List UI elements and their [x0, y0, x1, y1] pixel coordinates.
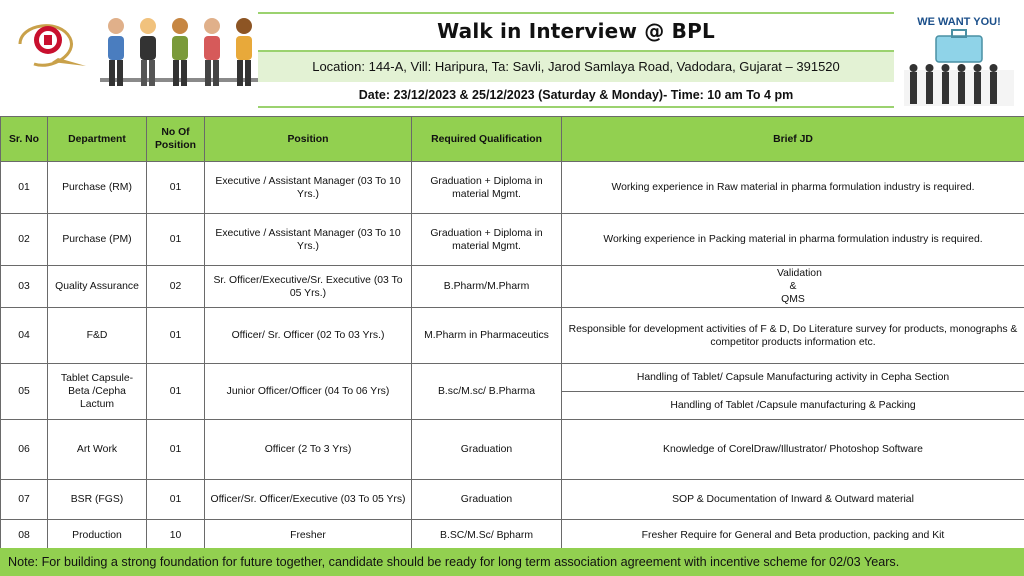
header-sr-no: Sr. No [1, 117, 48, 162]
cell-sr: 08 [1, 520, 48, 552]
we-want-you-graphic [900, 12, 1018, 108]
cell-department: F&D [48, 308, 147, 364]
cell-position: Officer (2 To 3 Yrs) [205, 420, 412, 480]
table-header-row [1, 117, 1024, 162]
cell-sr: 07 [1, 480, 48, 520]
cell-count: 01 [147, 214, 205, 266]
cell-count: 01 [147, 162, 205, 214]
company-logo-icon [12, 14, 92, 74]
header-position: Position [205, 117, 412, 162]
cell-position: Executive / Assistant Manager (03 To 10 Yrs.) [205, 162, 412, 214]
header-qualification: Required Qualification [412, 117, 562, 162]
table-row [1, 266, 1024, 308]
table-row [1, 308, 1024, 364]
cell-jd-split [562, 364, 1024, 420]
table-row [1, 364, 1024, 420]
cell-position: Officer/Sr. Officer/Executive (03 To 05 Yrs) [205, 480, 412, 520]
cell-count: 01 [147, 308, 205, 364]
positions-table [0, 116, 1024, 552]
cell-qualification: Graduation + Diploma in material Mgmt. [412, 162, 562, 214]
table-row [1, 520, 1024, 552]
cell-qualification: B.Pharm/M.Pharm [412, 266, 562, 308]
cell-sr: 05 [1, 364, 48, 420]
cell-jd: Knowledge of CorelDraw/Illustrator/ Photoshop Software [562, 420, 1024, 480]
header-brief-jd: Brief JD [562, 117, 1024, 162]
cell-position: Sr. Officer/Executive/Sr. Executive (03 To 05 Yrs.) [205, 266, 412, 308]
cell-sr: 01 [1, 162, 48, 214]
cell-jd: Handling of Tablet /Capsule manufacturing & Packing [670, 400, 916, 411]
cell-position: Junior Officer/Officer (04 To 06 Yrs) [205, 364, 412, 420]
cell-count: 02 [147, 266, 205, 308]
cell-sr: 04 [1, 308, 48, 364]
cell-qualification: Graduation [412, 420, 562, 480]
header-department: Department [48, 117, 147, 162]
date-bar: Date: 23/12/2023 & 25/12/2023 (Saturday & Monday)- Time: 10 am To 4 pm [258, 84, 894, 108]
cell-qualification: Graduation + Diploma in material Mgmt. [412, 214, 562, 266]
cell-department: Quality Assurance [48, 266, 147, 308]
cell-qualification: B.SC/M.Sc/ Bpharm [412, 520, 562, 552]
cell-qualification: Graduation [412, 480, 562, 520]
cell-jd: Fresher Require for General and Beta production, packing and Kit [562, 520, 1024, 552]
cell-department: Art Work [48, 420, 147, 480]
cell-jd: Working experience in Packing material in pharma formulation industry is required. [562, 214, 1024, 266]
cell-qualification: M.Pharm in Pharmaceutics [412, 308, 562, 364]
cell-count: 01 [147, 364, 205, 420]
footer-note: Note: For building a strong foundation for future together, candidate should be ready for long term association agreement with incentive scheme for 02/03 Years. [0, 548, 1024, 576]
table-row [1, 214, 1024, 266]
we-want-you-text: WE WANT YOU! [917, 16, 1001, 28]
table-row [1, 480, 1024, 520]
cell-jd: Handling of Tablet/ Capsule Manufacturing activity in Cepha Section [562, 364, 1024, 392]
header-no-of-position: No Of Position [147, 117, 205, 162]
cell-jd: SOP & Documentation of Inward & Outward material [562, 480, 1024, 520]
page-title: Walk in Interview @ BPL [437, 19, 715, 43]
cell-sr: 02 [1, 214, 48, 266]
cell-jd: Validation & QMS [562, 266, 1024, 308]
header [0, 0, 1024, 116]
cell-count: 01 [147, 480, 205, 520]
cell-position: Officer/ Sr. Officer (02 To 03 Yrs.) [205, 308, 412, 364]
cell-position: Executive / Assistant Manager (03 To 10 Yrs.) [205, 214, 412, 266]
candidates-illustration-icon [100, 12, 260, 98]
cell-department: Tablet Capsule-Beta /Cepha Lactum [48, 364, 147, 420]
cell-sr: 03 [1, 266, 48, 308]
cell-count: 01 [147, 420, 205, 480]
title-bar [258, 12, 894, 52]
table-row [1, 420, 1024, 480]
briefcase-people-icon [900, 12, 1018, 108]
cell-department: Production [48, 520, 147, 552]
location-bar: Location: 144-A, Vill: Haripura, Ta: Savli, Jarod Samlaya Road, Vadodara, Gujarat – 391520 [258, 52, 894, 82]
cell-sr: 06 [1, 420, 48, 480]
cell-qualification: B.sc/M.sc/ B.Pharma [412, 364, 562, 420]
cell-department: BSR (FGS) [48, 480, 147, 520]
cell-position: Fresher [205, 520, 412, 552]
cell-department: Purchase (RM) [48, 162, 147, 214]
cell-jd: Working experience in Raw material in pharma formulation industry is required. [562, 162, 1024, 214]
cell-jd: Responsible for development activities of F & D, Do Literature survey for products, monographs & competitor products information etc. [562, 308, 1024, 364]
cell-department: Purchase (PM) [48, 214, 147, 266]
table-row [1, 162, 1024, 214]
cell-count: 10 [147, 520, 205, 552]
